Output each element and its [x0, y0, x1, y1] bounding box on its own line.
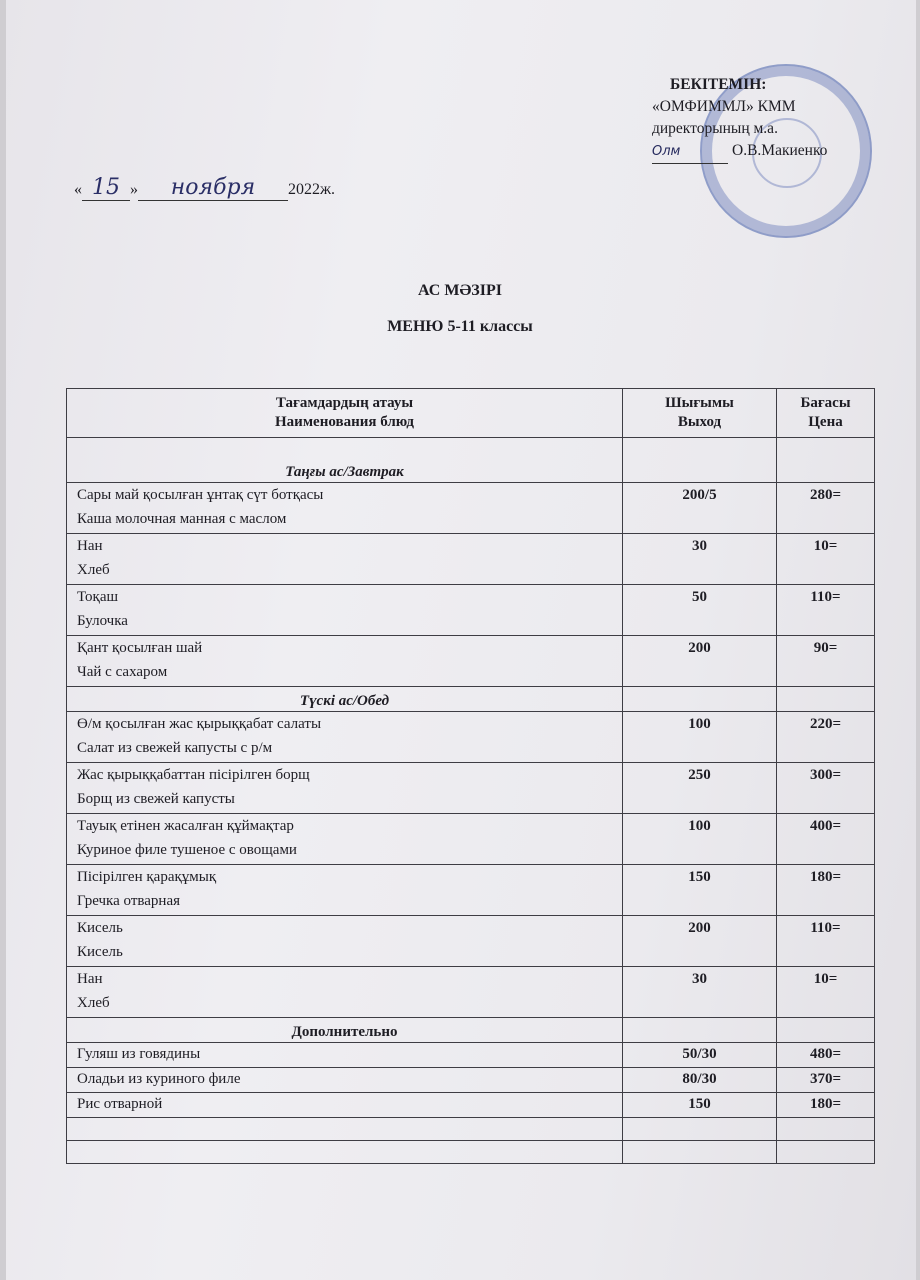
- dish-output: 200: [623, 636, 777, 687]
- dish-price: 370=: [777, 1068, 875, 1093]
- dish-name-kz: Нан: [77, 538, 103, 554]
- empty-cell: [777, 1018, 875, 1043]
- empty-cell: [67, 1118, 623, 1141]
- dish-name: [67, 534, 623, 585]
- table-row: [67, 1043, 875, 1068]
- dish-output: 30: [623, 534, 777, 585]
- dish-name-kz: Тауық етінен жасалған құймақтар: [77, 818, 294, 834]
- table-row: [67, 483, 875, 534]
- dish-name-ru: Салат из свежей капусты с р/м: [77, 740, 273, 756]
- table-row: [67, 585, 875, 636]
- dish-price: 280=: [777, 483, 875, 534]
- dish-name-ru: Кисель: [77, 944, 123, 960]
- dish-name-kz: Кисель: [77, 920, 123, 936]
- section-row: [67, 687, 875, 712]
- dish-name-ru: Хлеб: [77, 995, 110, 1011]
- header-output: [623, 389, 777, 438]
- empty-row: [67, 1118, 875, 1141]
- document-date: [74, 175, 335, 201]
- dish-price: 90=: [777, 636, 875, 687]
- dish-price: 110=: [777, 916, 875, 967]
- dish-price: 180=: [777, 1093, 875, 1118]
- dish-price: 480=: [777, 1043, 875, 1068]
- dish-name-kz: Ө/м қосылған жас қырыққабат салаты: [77, 716, 322, 732]
- dish-name-kz: Тоқаш: [77, 589, 119, 605]
- dish-price: 400=: [777, 814, 875, 865]
- approval-block: [652, 74, 827, 164]
- dish-price: 300=: [777, 763, 875, 814]
- approval-org: «ОМФИММЛ» КММ: [652, 98, 796, 115]
- table-row: [67, 967, 875, 1018]
- table-row: [67, 865, 875, 916]
- dish-name-ru: Булочка: [77, 613, 128, 629]
- dish-name-kz: Сары май қосылған ұнтақ сүт ботқасы: [77, 487, 324, 503]
- dish-name: [67, 636, 623, 687]
- dish-name-kz: Жас қырыққабаттан пісірілген борщ: [77, 767, 310, 783]
- signature: Олм: [652, 141, 728, 164]
- dish-name: [67, 712, 623, 763]
- section-row: [67, 438, 875, 483]
- dish-output: 30: [623, 967, 777, 1018]
- approval-position: директорының м.а.: [652, 120, 778, 137]
- approval-title: БЕКІТЕМІН:: [670, 76, 767, 93]
- dish-name-kz: Пісірілген қарақұмық: [77, 869, 217, 885]
- header-name-ru: Наименования блюд: [275, 414, 414, 430]
- empty-row: [67, 1141, 875, 1164]
- dish-name-ru: Куриное филе тушеное с овощами: [77, 842, 297, 858]
- dish-output: 150: [623, 865, 777, 916]
- dish-name: Оладьи из куриного филе: [67, 1068, 623, 1093]
- header-output-kz: Шығымы: [665, 395, 734, 411]
- dish-output: 100: [623, 712, 777, 763]
- table-row: [67, 763, 875, 814]
- dish-name: [67, 483, 623, 534]
- dish-output: 100: [623, 814, 777, 865]
- header-name: [67, 389, 623, 438]
- section-title: Таңғы ас/Завтрак: [67, 438, 623, 483]
- dish-name-kz: Нан: [77, 971, 103, 987]
- dish-name-ru: Чай с сахаром: [77, 664, 168, 680]
- dish-output: 50: [623, 585, 777, 636]
- dish-name: [67, 865, 623, 916]
- header-name-kz: Тағамдардың атауы: [275, 395, 414, 411]
- dish-name: [67, 763, 623, 814]
- table-row: [67, 712, 875, 763]
- dish-output: 50/30: [623, 1043, 777, 1068]
- table-row: [67, 1068, 875, 1093]
- header-price: [777, 389, 875, 438]
- dish-output: 80/30: [623, 1068, 777, 1093]
- empty-cell: [623, 1118, 777, 1141]
- dish-price: 10=: [777, 967, 875, 1018]
- menu-table: [66, 388, 875, 1164]
- dish-output: 150: [623, 1093, 777, 1118]
- dish-price: 180=: [777, 865, 875, 916]
- dish-name: [67, 967, 623, 1018]
- dish-output: 200: [623, 916, 777, 967]
- dish-name-ru: Гречка отварная: [77, 893, 181, 909]
- director-name: О.В.Макиенко: [732, 142, 828, 159]
- table-header-row: [67, 389, 875, 438]
- header-price-kz: Бағасы: [800, 395, 851, 411]
- date-month: ноября: [138, 175, 288, 201]
- dish-name-ru: Борщ из свежей капусты: [77, 791, 235, 807]
- table-row: [67, 814, 875, 865]
- section-row: [67, 1018, 875, 1043]
- table-row: [67, 534, 875, 585]
- date-year: 2022ж.: [288, 181, 336, 198]
- empty-cell: [623, 1018, 777, 1043]
- empty-cell: [777, 438, 875, 483]
- title-ru: МЕНЮ 5-11 классы: [387, 318, 533, 335]
- dish-output: 200/5: [623, 483, 777, 534]
- empty-cell: [777, 1141, 875, 1164]
- dish-output: 250: [623, 763, 777, 814]
- header-output-ru: Выход: [677, 414, 722, 430]
- table-row: [67, 636, 875, 687]
- dish-name: [67, 916, 623, 967]
- dish-name: [67, 814, 623, 865]
- empty-cell: [777, 1118, 875, 1141]
- dish-name: Гуляш из говядины: [67, 1043, 623, 1068]
- dish-name-ru: Каша молочная манная с маслом: [77, 511, 287, 527]
- empty-cell: [623, 438, 777, 483]
- dish-name: [67, 585, 623, 636]
- date-day: 15: [82, 175, 130, 201]
- empty-cell: [623, 1141, 777, 1164]
- section-title: Түскі ас/Обед: [67, 687, 623, 712]
- dish-name-kz: Қант қосылған шай: [77, 640, 203, 656]
- dish-name-ru: Хлеб: [77, 562, 110, 578]
- title-kz: АС МӘЗІРІ: [418, 282, 502, 299]
- section-title: Дополнительно: [67, 1018, 623, 1043]
- quote-open: «: [74, 181, 82, 198]
- dish-price: 110=: [777, 585, 875, 636]
- dish-price: 10=: [777, 534, 875, 585]
- empty-cell: [67, 1141, 623, 1164]
- empty-cell: [777, 687, 875, 712]
- dish-price: 220=: [777, 712, 875, 763]
- quote-close: »: [130, 181, 138, 198]
- signature-line: [652, 140, 827, 164]
- empty-cell: [623, 687, 777, 712]
- dish-name: Рис отварной: [67, 1093, 623, 1118]
- header-price-ru: Цена: [808, 414, 843, 430]
- table-row: [67, 916, 875, 967]
- table-row: [67, 1093, 875, 1118]
